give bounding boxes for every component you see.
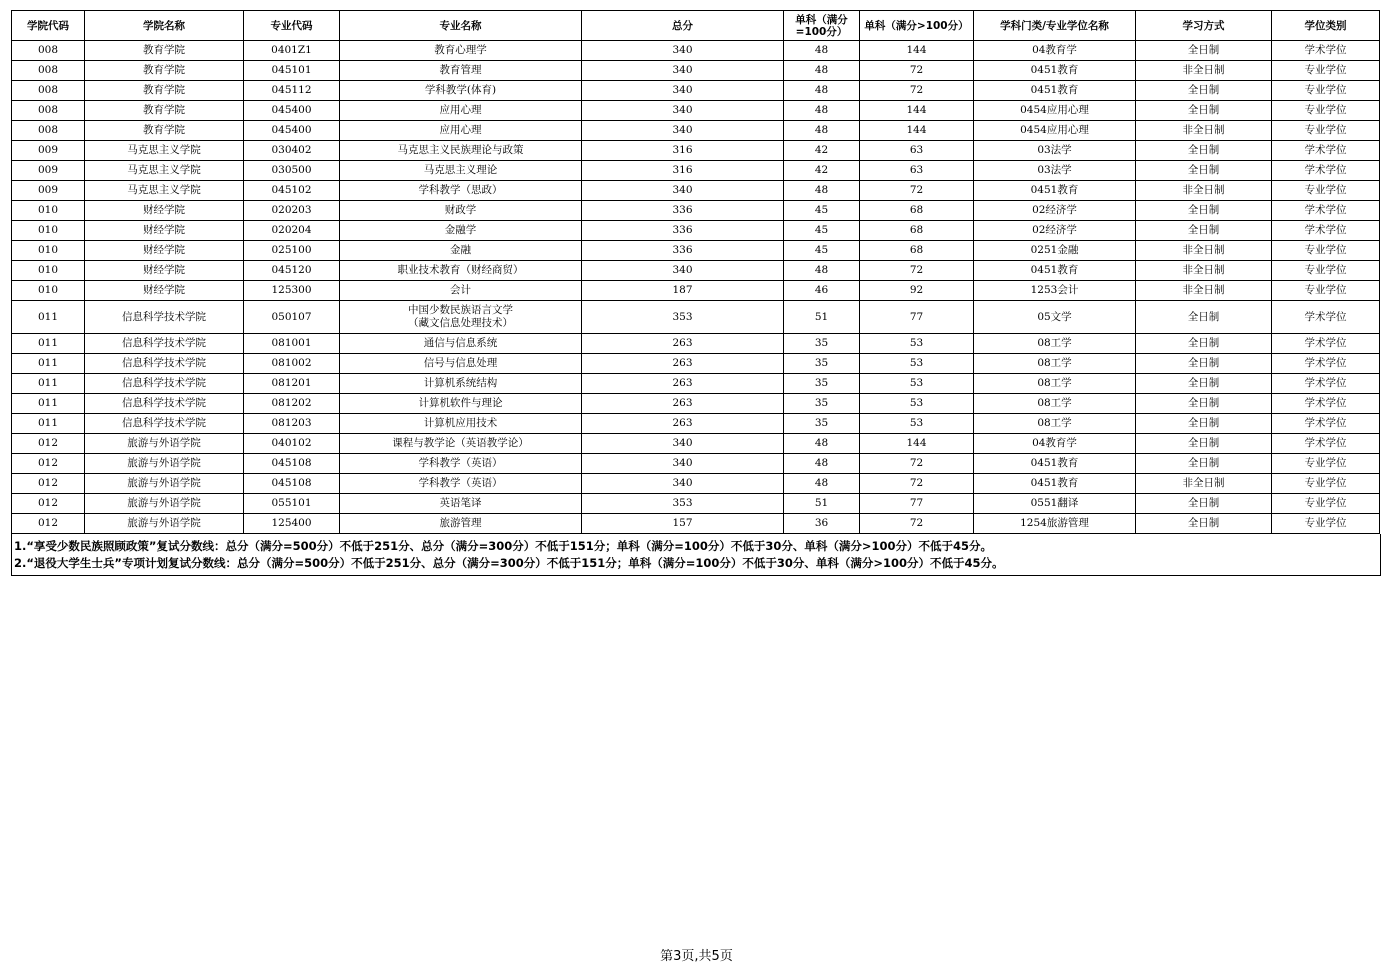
cell-college-name: 财经学院 [85,241,244,261]
cell-single-subject-100: 48 [784,454,860,474]
cell-major-name: 会计 [340,281,582,301]
cell-college-name: 信息科学技术学院 [85,301,244,334]
cell-total-score: 263 [582,374,784,394]
cell-single-subject-over-100: 144 [860,121,974,141]
cell-study-mode: 非全日制 [1136,181,1272,201]
cell-line: 中国少数民族语言文学 [408,304,513,316]
table-row [12,454,1380,474]
cell-major-name: 通信与信息系统 [340,334,582,354]
cell-degree-type: 专业学位 [1272,61,1380,81]
cell-major-code: 050107 [244,301,340,334]
cell-discipline-name: 0451教育 [974,181,1136,201]
cell-major-name: 应用心理 [340,101,582,121]
cell-single-subject-over-100: 144 [860,434,974,454]
cell-single-subject-100: 45 [784,221,860,241]
table-row [12,241,1380,261]
cell-major-name [340,301,582,334]
cell-single-subject-over-100: 72 [860,454,974,474]
cell-college-name: 信息科学技术学院 [85,394,244,414]
cell-single-subject-over-100: 144 [860,101,974,121]
cell-single-subject-100: 45 [784,241,860,261]
table-row [12,261,1380,281]
cell-single-subject-over-100: 63 [860,161,974,181]
cell-single-subject-100: 42 [784,141,860,161]
cell-college-code: 010 [12,201,85,221]
cell-degree-type: 学术学位 [1272,41,1380,61]
table-row [12,201,1380,221]
cell-college-code: 011 [12,414,85,434]
cell-line: （藏文信息处理技术） [408,317,513,329]
cell-major-name: 马克思主义理论 [340,161,582,181]
cell-college-name: 教育学院 [85,101,244,121]
header-degree-type: 学位类别 [1272,11,1380,41]
cell-discipline-name: 0451教育 [974,81,1136,101]
cell-total-score: 353 [582,494,784,514]
cell-college-code: 011 [12,354,85,374]
notes-box [11,534,1381,576]
cell-college-code: 011 [12,334,85,354]
cell-major-code: 045400 [244,101,340,121]
cell-college-code: 009 [12,141,85,161]
cell-major-code: 045108 [244,474,340,494]
cell-single-subject-over-100: 68 [860,201,974,221]
cell-major-name: 财政学 [340,201,582,221]
cell-major-name: 学科教学（英语） [340,454,582,474]
header-study-mode: 学习方式 [1136,11,1272,41]
cell-college-code: 012 [12,474,85,494]
note-minority-policy: 1.“享受少数民族照顾政策”复试分数线：总分（满分=500分）不低于251分、总分（满分=300分）不低于151分；单科（满分=100分）不低于30分、单科（满分>100分）不低于45分。 [14,539,993,553]
cell-college-name: 信息科学技术学院 [85,374,244,394]
cell-total-score: 340 [582,474,784,494]
cell-major-name: 计算机软件与理论 [340,394,582,414]
table-row [12,41,1380,61]
cell-degree-type: 学术学位 [1272,334,1380,354]
table-row [12,81,1380,101]
cell-college-name: 信息科学技术学院 [85,414,244,434]
cell-single-subject-100: 48 [784,261,860,281]
cell-college-code: 012 [12,494,85,514]
table-row [12,101,1380,121]
cell-degree-type: 专业学位 [1272,241,1380,261]
cell-single-subject-over-100: 68 [860,241,974,261]
cell-single-subject-100: 48 [784,81,860,101]
cell-degree-type: 学术学位 [1272,434,1380,454]
cell-college-name: 马克思主义学院 [85,181,244,201]
cell-total-score: 353 [582,301,784,334]
cell-discipline-name: 0451教育 [974,454,1136,474]
cell-discipline-name: 0551翻译 [974,494,1136,514]
cell-major-code: 030402 [244,141,340,161]
cell-college-code: 009 [12,181,85,201]
cell-degree-type: 专业学位 [1272,494,1380,514]
cell-major-code: 045400 [244,121,340,141]
cell-college-code: 008 [12,41,85,61]
cell-major-code: 081201 [244,374,340,394]
table-row [12,334,1380,354]
cell-study-mode: 全日制 [1136,101,1272,121]
cell-major-name: 金融学 [340,221,582,241]
cell-college-code: 012 [12,454,85,474]
cell-college-code: 010 [12,221,85,241]
cell-discipline-name: 04教育学 [974,41,1136,61]
cell-single-subject-over-100: 77 [860,494,974,514]
cell-major-code: 081002 [244,354,340,374]
cell-college-name: 信息科学技术学院 [85,354,244,374]
cell-college-code: 008 [12,81,85,101]
cell-single-subject-over-100: 72 [860,61,974,81]
cell-major-name: 职业技术教育（财经商贸） [340,261,582,281]
cell-discipline-name: 02经济学 [974,221,1136,241]
cell-study-mode: 非全日制 [1136,121,1272,141]
header-single-subject-over-100: 单科（满分>100分） [860,11,974,41]
cell-single-subject-100: 51 [784,494,860,514]
cell-college-name: 信息科学技术学院 [85,334,244,354]
table-row [12,161,1380,181]
cell-college-code: 010 [12,281,85,301]
cell-degree-type: 专业学位 [1272,81,1380,101]
cell-major-code: 020204 [244,221,340,241]
cell-study-mode: 全日制 [1136,374,1272,394]
cell-discipline-name: 0251金融 [974,241,1136,261]
cell-major-code: 030500 [244,161,340,181]
cell-major-code: 020203 [244,201,340,221]
cell-major-name: 学科教学(体育) [340,81,582,101]
cell-major-name: 金融 [340,241,582,261]
cell-single-subject-100: 35 [784,394,860,414]
cell-total-score: 263 [582,394,784,414]
header-single-subject-100: 单科（满分=100分） [784,11,860,41]
table-row [12,354,1380,374]
cell-college-code: 008 [12,61,85,81]
cell-major-name: 旅游管理 [340,514,582,534]
cell-total-score: 340 [582,61,784,81]
cell-discipline-name: 08工学 [974,374,1136,394]
cell-discipline-name: 08工学 [974,334,1136,354]
cell-degree-type: 学术学位 [1272,374,1380,394]
cell-major-name: 学科教学（思政） [340,181,582,201]
cell-major-name: 马克思主义民族理论与政策 [340,141,582,161]
cell-single-subject-100: 51 [784,301,860,334]
cell-degree-type: 学术学位 [1272,301,1380,334]
cell-discipline-name: 04教育学 [974,434,1136,454]
cell-single-subject-100: 48 [784,434,860,454]
cell-total-score: 336 [582,241,784,261]
cell-college-name: 财经学院 [85,201,244,221]
cell-single-subject-100: 35 [784,334,860,354]
cell-college-code: 009 [12,161,85,181]
cell-single-subject-100: 48 [784,121,860,141]
cell-study-mode: 全日制 [1136,161,1272,181]
cell-single-subject-100: 42 [784,161,860,181]
cell-major-code: 125400 [244,514,340,534]
cell-degree-type: 学术学位 [1272,221,1380,241]
note-veteran-program: 2.“退役大学生士兵”专项计划复试分数线：总分（满分=500分）不低于251分、总分（满分=300分）不低于151分；单科（满分=100分）不低于30分、单科（满分>100分）不低于45分。 [14,556,1004,570]
cell-major-name: 学科教学（英语） [340,474,582,494]
cell-total-score: 263 [582,414,784,434]
cell-study-mode: 全日制 [1136,354,1272,374]
cell-major-code: 045120 [244,261,340,281]
cell-study-mode: 全日制 [1136,301,1272,334]
cell-college-name: 旅游与外语学院 [85,454,244,474]
cell-college-name: 旅游与外语学院 [85,434,244,454]
cell-major-name: 英语笔译 [340,494,582,514]
cell-college-code: 011 [12,394,85,414]
cell-total-score: 340 [582,101,784,121]
score-table-sheet [11,10,1379,576]
cell-single-subject-100: 35 [784,354,860,374]
cell-total-score: 340 [582,454,784,474]
cell-degree-type: 专业学位 [1272,281,1380,301]
table-row [12,61,1380,81]
cell-single-subject-100: 48 [784,41,860,61]
page-number: 第3页,共5页 [660,949,733,964]
cell-major-code: 081001 [244,334,340,354]
cell-degree-type: 学术学位 [1272,394,1380,414]
cell-discipline-name: 05文学 [974,301,1136,334]
cell-total-score: 340 [582,261,784,281]
cell-discipline-name: 0454应用心理 [974,121,1136,141]
cell-single-subject-over-100: 72 [860,514,974,534]
cell-single-subject-100: 48 [784,101,860,121]
cell-major-code: 045102 [244,181,340,201]
cell-major-name: 计算机应用技术 [340,414,582,434]
cell-major-code: 045101 [244,61,340,81]
cell-study-mode: 全日制 [1136,201,1272,221]
cell-college-code: 008 [12,121,85,141]
cell-college-name: 财经学院 [85,261,244,281]
cell-degree-type: 专业学位 [1272,474,1380,494]
cell-discipline-name: 02经济学 [974,201,1136,221]
cell-degree-type: 专业学位 [1272,514,1380,534]
cell-college-name: 教育学院 [85,41,244,61]
cell-total-score: 187 [582,281,784,301]
cell-discipline-name: 03法学 [974,141,1136,161]
cell-major-code: 025100 [244,241,340,261]
header-discipline-name: 学科门类/专业学位名称 [974,11,1136,41]
cell-college-name: 财经学院 [85,221,244,241]
cell-degree-type: 专业学位 [1272,181,1380,201]
cell-discipline-name: 1254旅游管理 [974,514,1136,534]
cell-study-mode: 非全日制 [1136,474,1272,494]
cell-college-code: 010 [12,261,85,281]
table-row [12,301,1380,334]
cell-major-code: 045108 [244,454,340,474]
table-row [12,121,1380,141]
cell-major-code: 040102 [244,434,340,454]
cell-major-code: 055101 [244,494,340,514]
cell-single-subject-over-100: 72 [860,181,974,201]
cell-single-subject-100: 48 [784,474,860,494]
cell-major-name: 计算机系统结构 [340,374,582,394]
cell-study-mode: 全日制 [1136,514,1272,534]
cell-study-mode: 非全日制 [1136,61,1272,81]
cell-degree-type: 专业学位 [1272,121,1380,141]
cell-college-name: 教育学院 [85,61,244,81]
cell-single-subject-100: 48 [784,181,860,201]
cell-college-name: 旅游与外语学院 [85,494,244,514]
cell-college-code: 012 [12,434,85,454]
cell-total-score: 263 [582,354,784,374]
cell-degree-type: 学术学位 [1272,141,1380,161]
cell-single-subject-over-100: 92 [860,281,974,301]
cell-college-code: 008 [12,101,85,121]
table-row [12,494,1380,514]
table-row [12,414,1380,434]
cell-single-subject-100: 35 [784,414,860,434]
cell-degree-type: 专业学位 [1272,101,1380,121]
cell-discipline-name: 0451教育 [974,61,1136,81]
cell-degree-type: 专业学位 [1272,454,1380,474]
cell-single-subject-over-100: 53 [860,354,974,374]
table-row [12,434,1380,454]
cell-degree-type: 学术学位 [1272,354,1380,374]
cell-major-code: 045112 [244,81,340,101]
cell-major-code: 0401Z1 [244,41,340,61]
header-college-code: 学院代码 [12,11,85,41]
cell-college-name: 财经学院 [85,281,244,301]
cell-study-mode: 非全日制 [1136,261,1272,281]
cell-total-score: 340 [582,121,784,141]
cell-single-subject-over-100: 53 [860,374,974,394]
cell-single-subject-100: 46 [784,281,860,301]
cell-single-subject-100: 36 [784,514,860,534]
cell-study-mode: 全日制 [1136,41,1272,61]
cell-discipline-name: 08工学 [974,414,1136,434]
cell-study-mode: 全日制 [1136,141,1272,161]
cell-single-subject-over-100: 63 [860,141,974,161]
cell-single-subject-over-100: 72 [860,261,974,281]
cell-single-subject-over-100: 72 [860,474,974,494]
cell-college-name: 教育学院 [85,81,244,101]
cell-total-score: 336 [582,221,784,241]
table-row [12,374,1380,394]
cell-college-code: 011 [12,301,85,334]
table-body [12,41,1380,534]
cell-total-score: 340 [582,181,784,201]
cell-study-mode: 全日制 [1136,454,1272,474]
cell-major-name: 信号与信息处理 [340,354,582,374]
cell-degree-type: 专业学位 [1272,261,1380,281]
cell-study-mode: 非全日制 [1136,241,1272,261]
cell-study-mode: 全日制 [1136,494,1272,514]
cell-single-subject-100: 48 [784,61,860,81]
cell-single-subject-100: 45 [784,201,860,221]
cell-degree-type: 学术学位 [1272,414,1380,434]
cell-discipline-name: 03法学 [974,161,1136,181]
cell-major-name: 课程与教学论（英语教学论） [340,434,582,454]
cell-single-subject-over-100: 72 [860,81,974,101]
cell-discipline-name: 1253会计 [974,281,1136,301]
cell-college-code: 011 [12,374,85,394]
cell-study-mode: 全日制 [1136,334,1272,354]
cell-total-score: 340 [582,434,784,454]
cell-major-name: 应用心理 [340,121,582,141]
cell-single-subject-over-100: 53 [860,334,974,354]
header-total-score: 总分 [582,11,784,41]
header-major-code: 专业代码 [244,11,340,41]
cell-total-score: 157 [582,514,784,534]
cell-single-subject-100: 35 [784,374,860,394]
cell-study-mode: 全日制 [1136,434,1272,454]
cell-study-mode: 全日制 [1136,221,1272,241]
cell-total-score: 340 [582,41,784,61]
cell-college-name: 马克思主义学院 [85,141,244,161]
table-row [12,474,1380,494]
cell-college-name: 马克思主义学院 [85,161,244,181]
cell-total-score: 336 [582,201,784,221]
cell-discipline-name: 0451教育 [974,474,1136,494]
cell-single-subject-over-100: 144 [860,41,974,61]
cell-major-code: 081203 [244,414,340,434]
cell-single-subject-over-100: 53 [860,414,974,434]
cell-college-name: 旅游与外语学院 [85,474,244,494]
table-row [12,514,1380,534]
cell-study-mode: 全日制 [1136,394,1272,414]
cell-major-code: 125300 [244,281,340,301]
cell-study-mode: 全日制 [1136,81,1272,101]
cell-discipline-name: 0451教育 [974,261,1136,281]
cell-college-name: 旅游与外语学院 [85,514,244,534]
table-row [12,394,1380,414]
cell-college-code: 012 [12,514,85,534]
cell-single-subject-over-100: 68 [860,221,974,241]
cell-total-score: 263 [582,334,784,354]
cell-study-mode: 全日制 [1136,414,1272,434]
cell-total-score: 316 [582,141,784,161]
cell-college-code: 010 [12,241,85,261]
cell-degree-type: 学术学位 [1272,201,1380,221]
cell-degree-type: 学术学位 [1272,161,1380,181]
table-row [12,181,1380,201]
cell-single-subject-over-100: 77 [860,301,974,334]
score-table [11,10,1380,534]
header-college-name: 学院名称 [85,11,244,41]
cell-study-mode: 非全日制 [1136,281,1272,301]
cell-single-subject-over-100: 53 [860,394,974,414]
cell-major-name: 教育管理 [340,61,582,81]
table-header-row [12,11,1380,41]
cell-discipline-name: 08工学 [974,394,1136,414]
cell-college-name: 教育学院 [85,121,244,141]
cell-total-score: 340 [582,81,784,101]
table-row [12,141,1380,161]
cell-major-code: 081202 [244,394,340,414]
table-row [12,281,1380,301]
cell-total-score: 316 [582,161,784,181]
header-major-name: 专业名称 [340,11,582,41]
table-row [12,221,1380,241]
cell-discipline-name: 08工学 [974,354,1136,374]
cell-discipline-name: 0454应用心理 [974,101,1136,121]
cell-major-name: 教育心理学 [340,41,582,61]
